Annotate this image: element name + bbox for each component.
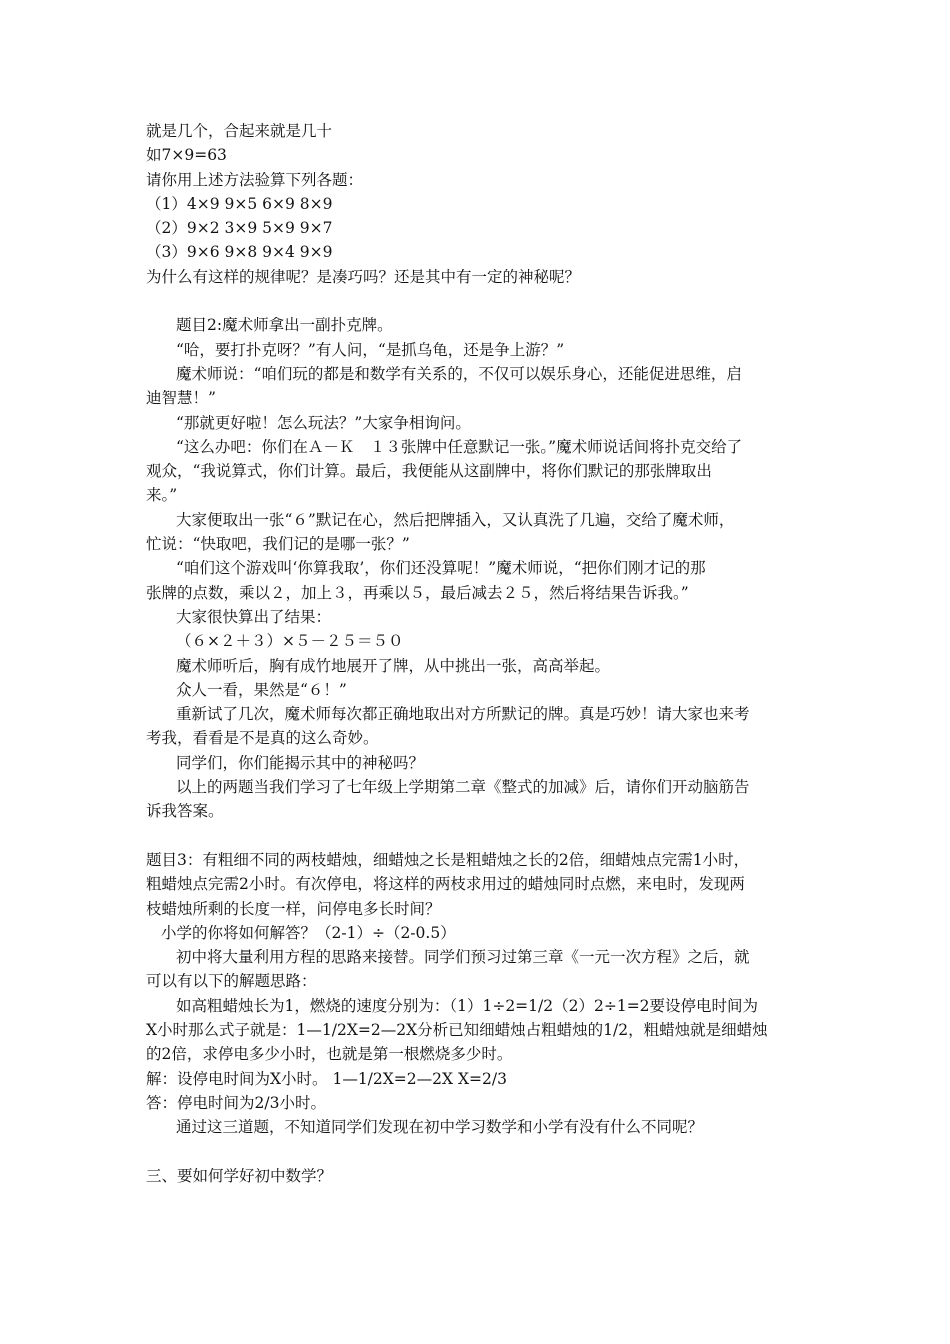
text-line: 诉我答案。: [146, 802, 224, 821]
text-line: 魔术师听后，胸有成竹地展开了牌，从中挑出一张，高高举起。: [176, 656, 611, 675]
text-line: 为什么有这样的规律呢？是凑巧吗？还是其中有一定的神秘呢？: [146, 267, 581, 286]
text-line: 题目3：有粗细不同的两枝蜡烛，细蜡烛之长是粗蜡烛之长的2倍，细蜡烛点完需1小时，: [146, 850, 750, 869]
text-line: X小时那么式子就是：1—1/2X=2—2X分析已知细蜡烛占粗蜡烛的1/2，粗蜡烛就是细蜡烛: [146, 1020, 768, 1039]
text-line: 可以有以下的解题思路：: [146, 972, 317, 991]
text-line: 通过这三道题，不知道同学们发现在初中学习数学和小学有没有什么不同呢？: [176, 1118, 704, 1137]
text-line: 答：停电时间为2/3小时。: [146, 1093, 326, 1112]
text-line: 枝蜡烛所剩的长度一样，问停电多长时间？: [146, 899, 441, 918]
text-line: 的2倍，求停电多少小时，也就是第一根燃烧多少时。: [146, 1045, 513, 1064]
text-line: 以上的两题当我们学习了七年级上学期第二章《整式的加减》后，请你们开动脑筋告: [176, 778, 750, 797]
text-line: 请你用上述方法验算下列各题：: [146, 170, 364, 189]
text-line: 重新试了几次，魔术师每次都正确地取出对方所默记的牌。真是巧妙！请大家也来考: [176, 705, 750, 724]
text-line: 观众，“我说算式，你们计算。最后，我便能从这副牌中，将你们默记的那张牌取出: [146, 462, 712, 481]
text-line: 题目2:魔术师拿出一副扑克牌。: [176, 316, 393, 335]
text-line: 如高粗蜡烛长为1，燃烧的速度分别为：（1）1÷2=1/2（2）2÷1=2要设停电时间为: [176, 996, 759, 1015]
text-line: “哈，要打扑克呀？”有人问，“是抓乌龟，还是争上游？”: [176, 340, 565, 359]
text-line: （2）9×2 3×9 5×9 9×7: [146, 219, 333, 238]
text-line: “咱们这个游戏叫‘你算我取’，你们还没算呢！”魔术师说，“把你们刚才记的那: [176, 559, 706, 578]
text-line: （3）9×6 9×8 9×4 9×9: [146, 243, 333, 262]
text-line: 大家便取出一张“６”默记在心，然后把牌插入，又认真洗了几遍，交给了魔术师，: [176, 510, 735, 529]
text-line: 初中将大量利用方程的思路来接替。同学们预习过第三章《一元一次方程》之后，就: [176, 948, 750, 967]
text-line: （６×２＋３）×５－２５＝５０: [176, 632, 404, 651]
text-line: 就是几个，合起来就是几十: [146, 122, 333, 140]
text-line: （1）4×9 9×5 6×9 8×9: [146, 194, 333, 213]
blank-line: [146, 824, 806, 848]
document-page: [146, 119, 806, 1188]
text-line: 考我，看看是不是真的这么奇妙。: [146, 729, 379, 748]
text-line: “这么办吧：你们在Ａ－Ｋ １３张牌中任意默记一张。”魔术师说话间将扑克交给了: [176, 437, 743, 456]
text-line: 张牌的点数，乘以２，加上３，再乘以５，最后减去２５，然后将结果告诉我。”: [146, 583, 689, 602]
text-line: 粗蜡烛点完需2小时。有次停电，将这样的两枝求用过的蜡烛同时点燃，来电时，发现两: [146, 875, 745, 894]
text-line: 忙说：“快取吧，我们记的是哪一张？”: [146, 535, 410, 554]
text-line: 来。”: [146, 486, 178, 505]
text-line: 如7×9=63: [146, 146, 227, 165]
text-line: 三、要如何学好初中数学？: [146, 1166, 333, 1185]
text-line: “那就更好啦！怎么玩法？”大家争相询问。: [176, 413, 471, 432]
text-line: 解：设停电时间为X小时。 1—1/2X=2—2X X=2/3: [146, 1069, 507, 1088]
text-line: 迪智慧！”: [146, 389, 216, 408]
text-line: 众人一看，果然是“６！”: [176, 680, 347, 699]
text-line: 同学们，你们能揭示其中的神秘吗？: [176, 753, 425, 772]
text-line: 魔术师说：“咱们玩的都是和数学有关系的，不仅可以娱乐身心，还能促进思维，启: [176, 364, 742, 383]
text-line: 大家很快算出了结果：: [176, 607, 332, 626]
blank-line: [146, 289, 806, 313]
text-line: 小学的你将如何解答？（2-1）÷（2-0.5）: [161, 923, 456, 942]
blank-line: [146, 1139, 806, 1163]
